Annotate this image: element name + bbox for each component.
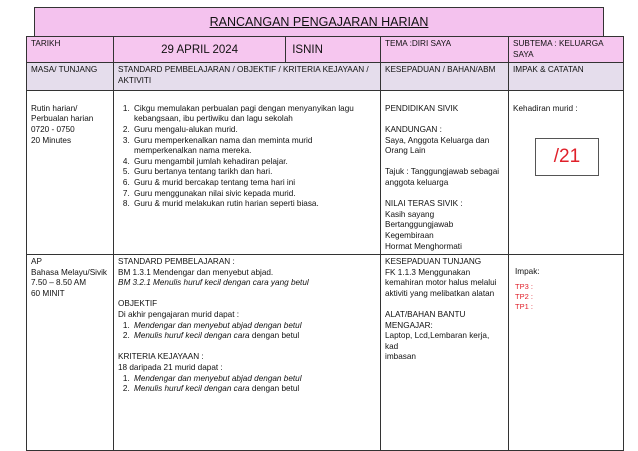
rutin-row	[27, 91, 624, 255]
tarikh-label: TARIKH	[27, 37, 114, 63]
objektif-label: OBJEKTIF	[118, 299, 158, 309]
masa-line: AP	[31, 257, 42, 267]
list-item: 7. Guru menggunakan nilai sivic kepada murid.	[132, 189, 376, 200]
rutin-impak-cell	[509, 91, 624, 255]
activity-list	[118, 104, 376, 210]
bahan-line: imbasan	[385, 352, 416, 362]
list-item: 1. Mendengar dan menyebut abjad dengan betul	[132, 374, 376, 385]
date-value: 29 APRIL 2024	[114, 37, 286, 62]
rutin-masa-cell	[27, 91, 114, 255]
kriteria-intro: 18 daripada 21 murid dapat :	[118, 363, 223, 373]
kriteria-label: KRITERIA KEJAYAAN :	[118, 352, 204, 362]
kandungan-line: Saya, Anggota Keluarga dan	[385, 135, 490, 145]
kandungan-line: Orang Lain	[385, 146, 426, 156]
tunjang-line: FK 1.1.3 Menggunakan	[385, 267, 471, 277]
nilai-item: Kegembiraan	[385, 230, 434, 240]
list-item: 8. Guru & murid melakukan rutin harian seperti biasa.	[132, 199, 376, 210]
masa-line: 60 MINIT	[31, 288, 65, 298]
ap-kesepaduan-cell	[381, 255, 509, 451]
masa-line: 7.50 – 8.50 AM	[31, 278, 87, 288]
ap-impak-cell	[509, 255, 624, 451]
kehadiran-label: Kehadiran murid :	[513, 103, 578, 113]
day-value: ISNIN	[292, 44, 323, 57]
masa-line: 20 Minutes	[31, 135, 72, 145]
kriteria-list	[118, 374, 376, 395]
tunjang-line: kemahiran motor halus melalui	[385, 278, 497, 288]
nilai-item: Hormat Menghormati	[385, 241, 462, 251]
title-text: RANCANGAN PENGAJARAN HARIAN	[209, 15, 429, 29]
standard-item: BM 1.3.1 Mendengar dan menyebut abjad.	[118, 267, 274, 277]
sivik-heading: PENDIDIKAN SIVIK	[385, 103, 459, 113]
rutin-activities-cell	[114, 91, 381, 255]
list-item: 2. Menulis huruf kecil dengan cara dengan betul	[132, 384, 376, 395]
list-item: 4. Guru mengambil jumlah kehadiran pelajar.	[132, 157, 376, 168]
list-item: 2. Guru mengalu-alukan murid.	[132, 125, 376, 136]
nilai-item: Bertanggungjawab	[385, 220, 454, 230]
masa-header: MASA/ TUNJANG	[27, 63, 114, 91]
list-item: 1. Mendengar dan menyebut abjad dengan betul	[132, 321, 376, 332]
list-item: 6. Guru & murid bercakap tentang tema hari ini	[132, 178, 376, 189]
tema-label: TEMA :DIRI SAYA	[381, 37, 509, 63]
nilai-item: Kasih sayang	[385, 209, 435, 219]
masa-line: Rutin harian/	[31, 103, 78, 113]
bahan-label: ALAT/BAHAN BANTU	[385, 310, 466, 320]
rutin-kesepaduan-cell	[381, 91, 509, 255]
ap-masa-cell	[27, 255, 114, 451]
masa-line: Bahasa Melayu/Sivik	[31, 267, 107, 277]
kesepaduan-header: KESEPADUAN / BAHAN/ABM	[381, 63, 509, 91]
bahan-line: Laptop, Lcd,Lembaran kerja, kad	[385, 331, 490, 351]
standard-label: STANDARD PEMBELAJARAN :	[118, 257, 235, 267]
column-header-row	[27, 63, 624, 91]
list-item: 1. Cikgu memulakan perbualan pagi dengan menyanyikan lagu kebangsaan, ibu pertiwiku dan lagu sekolah	[132, 104, 376, 125]
tunjang-heading: KESEPADUAN TUNJANG	[385, 257, 482, 267]
list-item: 2. Menulis huruf kecil dengan cara dengan betul	[132, 331, 376, 342]
tp1-label: TP1 :	[515, 301, 533, 311]
impak-label: Impak:	[515, 267, 540, 277]
tajuk-line: anggota keluarga	[385, 177, 449, 187]
list-item: 5. Guru bertanya tentang tarikh dan hari.	[132, 167, 376, 178]
tajuk-line: Tajuk : Tanggungjawab sebagai	[385, 167, 500, 177]
subtema-label: SUBTEMA : KELUARGA SAYA	[509, 37, 624, 63]
ap-row	[27, 255, 624, 451]
tp2-label: TP2 :	[515, 291, 533, 301]
objektif-list	[118, 321, 376, 342]
list-item: 3. Guru memperkenalkan nama dan meminta murid memperkenalkan nama mereka.	[132, 136, 376, 157]
standard-item: BM 3.2.1 Menulis huruf kecil dengan cara yang betul	[118, 278, 309, 288]
impak-header: IMPAK & CATATAN	[509, 63, 624, 91]
lesson-plan-table	[26, 36, 624, 451]
nilai-label: NILAI TERAS SIVIK :	[385, 199, 463, 209]
attendance-count: /21	[553, 146, 581, 168]
objektif-intro: Di akhir pengajaran murid dapat :	[118, 310, 240, 320]
masa-line: 0720 - 0750	[31, 124, 75, 134]
date-row	[27, 37, 624, 63]
kandungan-label: KANDUNGAN :	[385, 124, 442, 134]
ap-standard-cell	[114, 255, 381, 451]
bahan-label: MENGAJAR:	[385, 320, 433, 330]
tunjang-line: aktiviti yang melibatkan alatan	[385, 288, 495, 298]
masa-line: Perbualan harian	[31, 114, 94, 124]
standard-header: STANDARD PEMBELAJARAN / OBJEKTIF / KRITERIA KEJAYAAN / AKTIVITI	[114, 63, 381, 91]
attendance-box	[535, 138, 599, 176]
page-title	[34, 7, 604, 37]
tp3-label: TP3 :	[515, 281, 533, 291]
date-cell	[114, 37, 381, 63]
